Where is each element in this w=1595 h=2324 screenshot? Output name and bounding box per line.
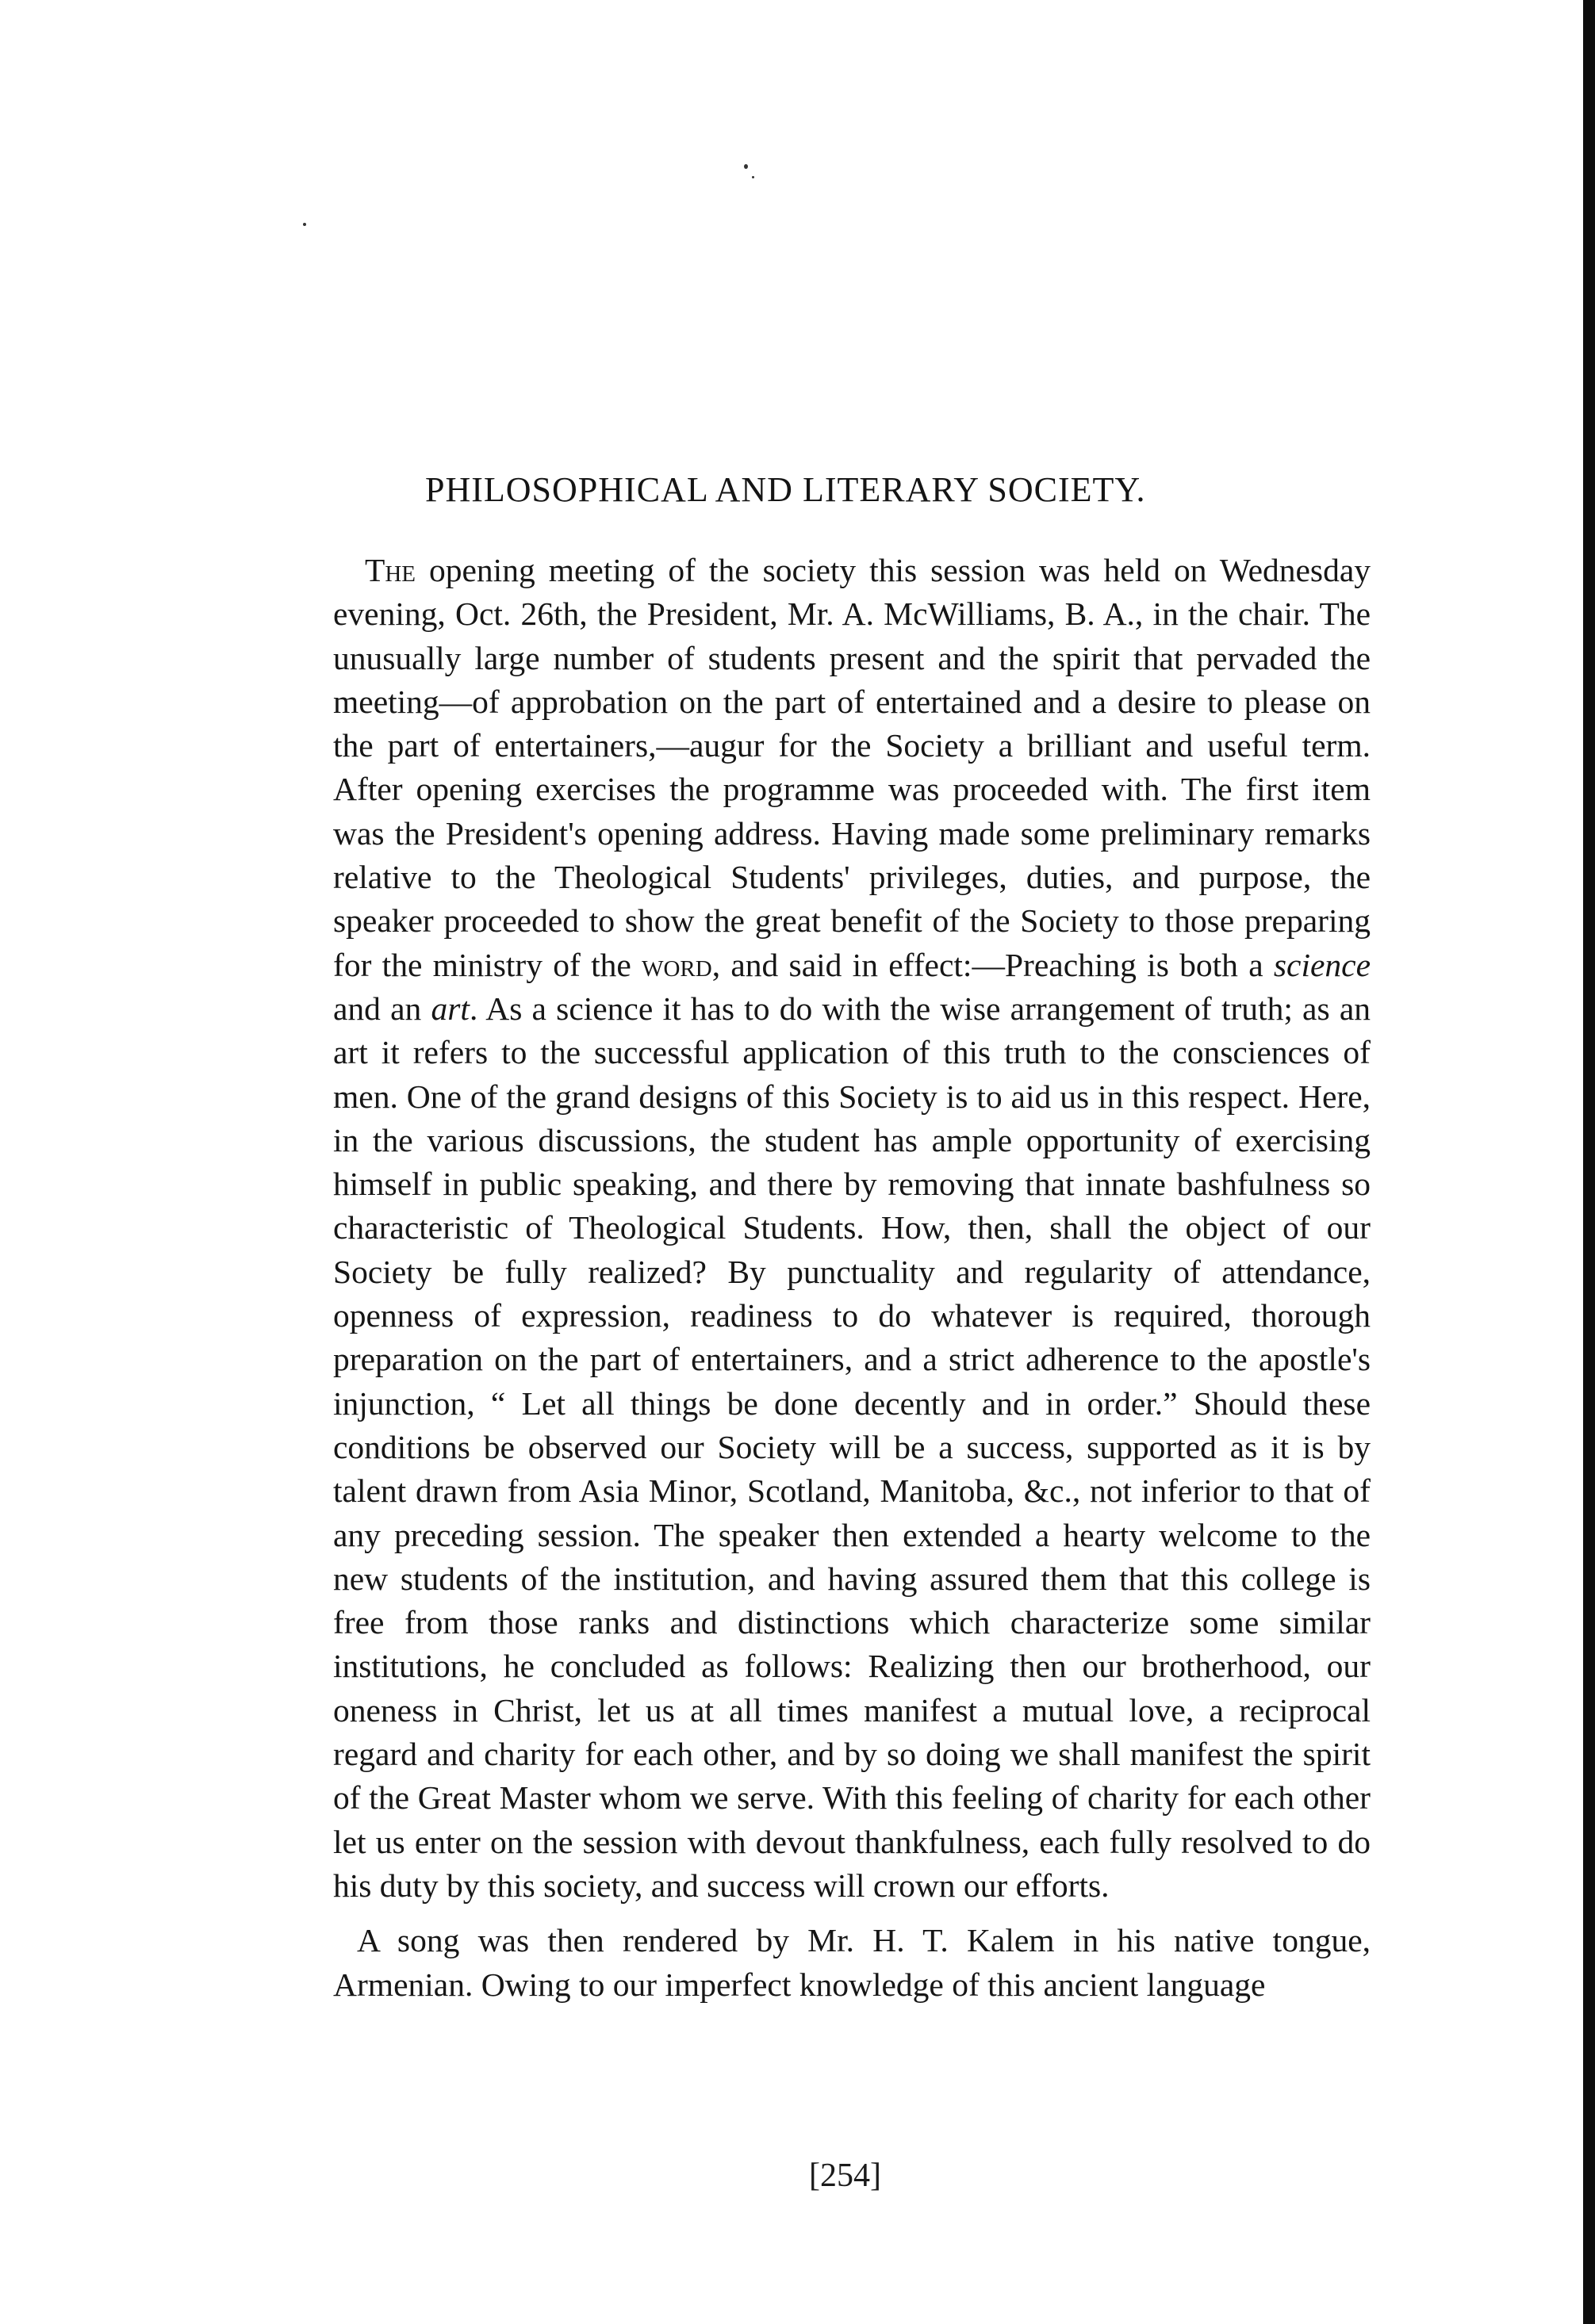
paragraph-text: opening meeting of the society this session was held on Wednesday evening, Oct. 26th, the President, Mr. A. McWilliams, B. A., in the chair. The unusually large number of students present and the spirit that pervaded the meeting—of approbation on the part of entertained and a desire to please on the part of entertainers,—augur for the Society a brilliant and useful term. After opening exercises the programme was proceeded with. The first item was the President's opening address. Having made some preliminary remarks relative to the Theological Students' privileges, duties, and purpose, the speaker proceeded to show the great benefit of the Society to those preparing for the ministry of the (333, 552, 1371, 983)
science-italic: science (1273, 946, 1371, 983)
lead-word: The (365, 552, 416, 588)
scanned-page-edge (1583, 0, 1595, 2324)
article-title: PHILOSOPHICAL AND LITERARY SOCIETY. (425, 470, 1146, 509)
page-number: [254] (809, 2157, 881, 2194)
paragraph-opening-meeting (333, 549, 1371, 1908)
paragraph-text-3: and an (333, 990, 431, 1027)
article-body (333, 549, 1371, 2007)
art-italic: art (431, 990, 470, 1027)
word-smallcaps: word (642, 946, 712, 983)
paragraph-text-2: , and said in effect:—Preaching is both a (711, 946, 1274, 983)
paragraph-text-4: . As a science it has to do with the wise arrangement of truth; as an art it refers to the successful application of this truth to the consciences of men. One of the grand designs of this Society is to aid us in this respect. Here, in the various discussions, the student has ample opportunity of exercising himself in public speaking, and there by removing that innate bashfulness so characteristic of Theological Students. How, then, shall the object of our Society be fully realized? By punctuality and regularity of attendance, openness of expression, readiness to do whatever is required, thorough preparation on the part of entertainers, and a strict adherence to the apostle's injunction, “ Let all things be done decently and in order.” Should these conditions be observed our Society will be a success, supported as it is by talent drawn from Asia Minor, Scotland, Manitoba, &c., not inferior to that of any preceding session. The speaker then extended a hearty welcome to the new students of the institution, and having assured them that this college is free from those ranks and distinctions which characterize some similar institutions, he concluded as follows: Realizing then our brotherhood, our oneness in Christ, let us at all times manifest a mutual love, a reciprocal regard and charity for each other, and by so doing we shall manifest the spirit of the Great Master whom we serve. With this feeling of charity for each other let us enter on the session with devout thankfulness, each fully resolved to do his duty by this society, and success will crown our efforts. (333, 990, 1371, 1904)
paragraph-song: A song was then rendered by Mr. H. T. Kalem in his native tongue, Armenian. Owing to our imperfect knowledge of this ancient language (333, 1922, 1371, 2003)
